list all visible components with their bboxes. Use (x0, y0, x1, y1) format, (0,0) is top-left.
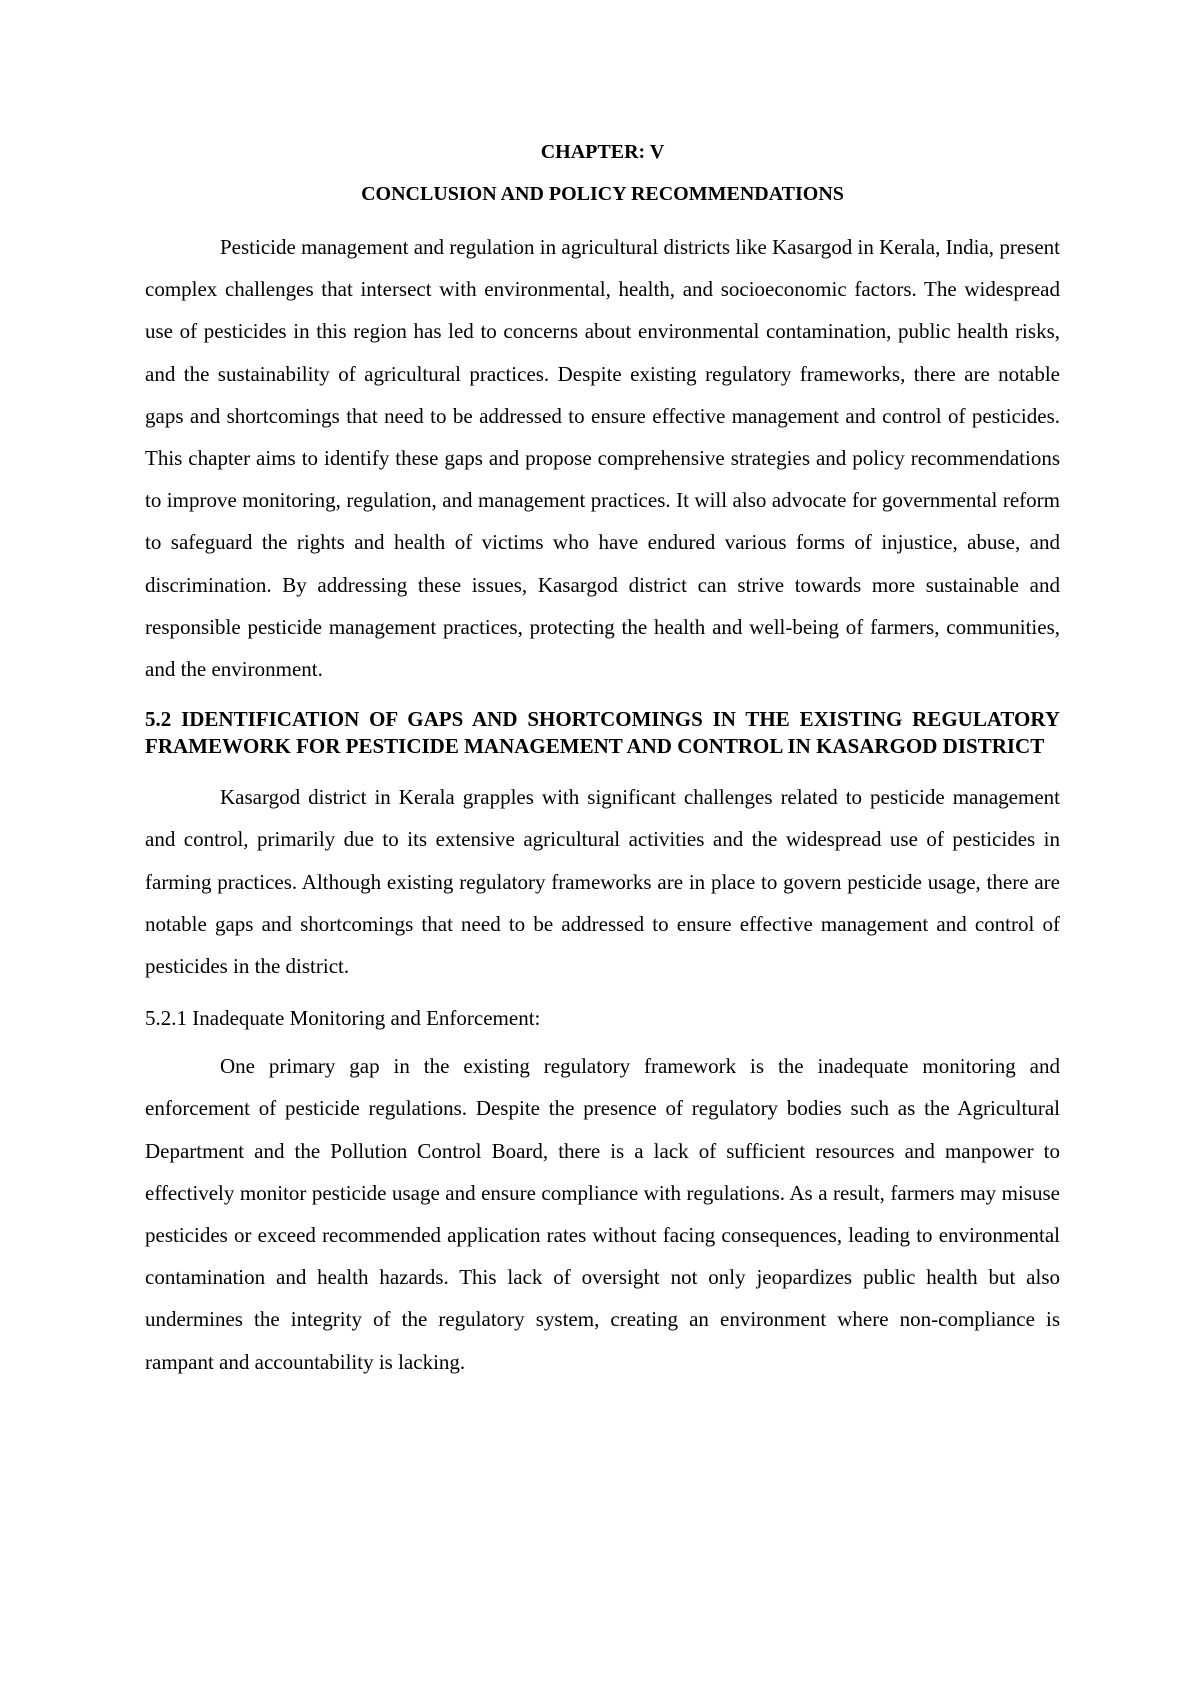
section-5-2-1-paragraph: One primary gap in the existing regulatory framework is the inadequate monitoring and enforcement of pesticide regulations. Despite the presence of regulatory bodies such as the Agricultural Department and the Pollution Control Board, there is a lack of sufficient resources and manpower to effectively monitor pesticide usage and ensure compliance with regulations. As a result, farmers may misuse pesticides or exceed recommended application rates without facing consequences, leading to environmental contamination and health hazards. This lack of oversight not only jeopardizes public health but also undermines the integrity of the regulatory system, creating an environment where non-compliance is rampant and accountability is lacking. (145, 1054, 1060, 1374)
intro-paragraph: Pesticide management and regulation in agricultural districts like Kasargod in Kerala, India, present complex challenges that intersect with environmental, health, and socioeconomic factors. The widespread use of pesticides in this region has led to concerns about environmental contamination, public health risks, and the sustainability of agricultural practices. Despite existing regulatory frameworks, there are notable gaps and shortcomings that need to be addressed to ensure effective management and control of pesticides. This chapter aims to identify these gaps and propose comprehensive strategies and policy recommendations to improve monitoring, regulation, and management practices. It will also advocate for governmental reform to safeguard the rights and health of victims who have endured various forms of injustice, abuse, and discrimination. By addressing these issues, Kasargod district can strive towards more sustainable and responsible pesticide management practices, protecting the health and well-being of farmers, communities, and the environment. (145, 235, 1060, 682)
document-page (145, 140, 1060, 1383)
section-5-2-paragraph: Kasargod district in Kerala grapples with significant challenges related to pesticide management and control, primarily due to its extensive agricultural activities and the widespread use of pesticides in farming practices. Although existing regulatory frameworks are in place to govern pesticide usage, there are notable gaps and shortcomings that need to be addressed to ensure effective management and control of pesticides in the district. (145, 785, 1060, 979)
chapter-label: CHAPTER: V (540, 141, 665, 163)
chapter-title: CONCLUSION AND POLICY RECOMMENDATIONS (361, 183, 844, 205)
section-5-2-heading: 5.2 IDENTIFICATION OF GAPS AND SHORTCOMINGS IN THE EXISTING REGULATORY FRAMEWORK FOR PESTICIDE MANAGEMENT AND CONTROL IN KASARGOD DISTRICT (145, 707, 1060, 759)
section-5-2-1-heading: 5.2.1 Inadequate Monitoring and Enforcement: (145, 1006, 541, 1031)
